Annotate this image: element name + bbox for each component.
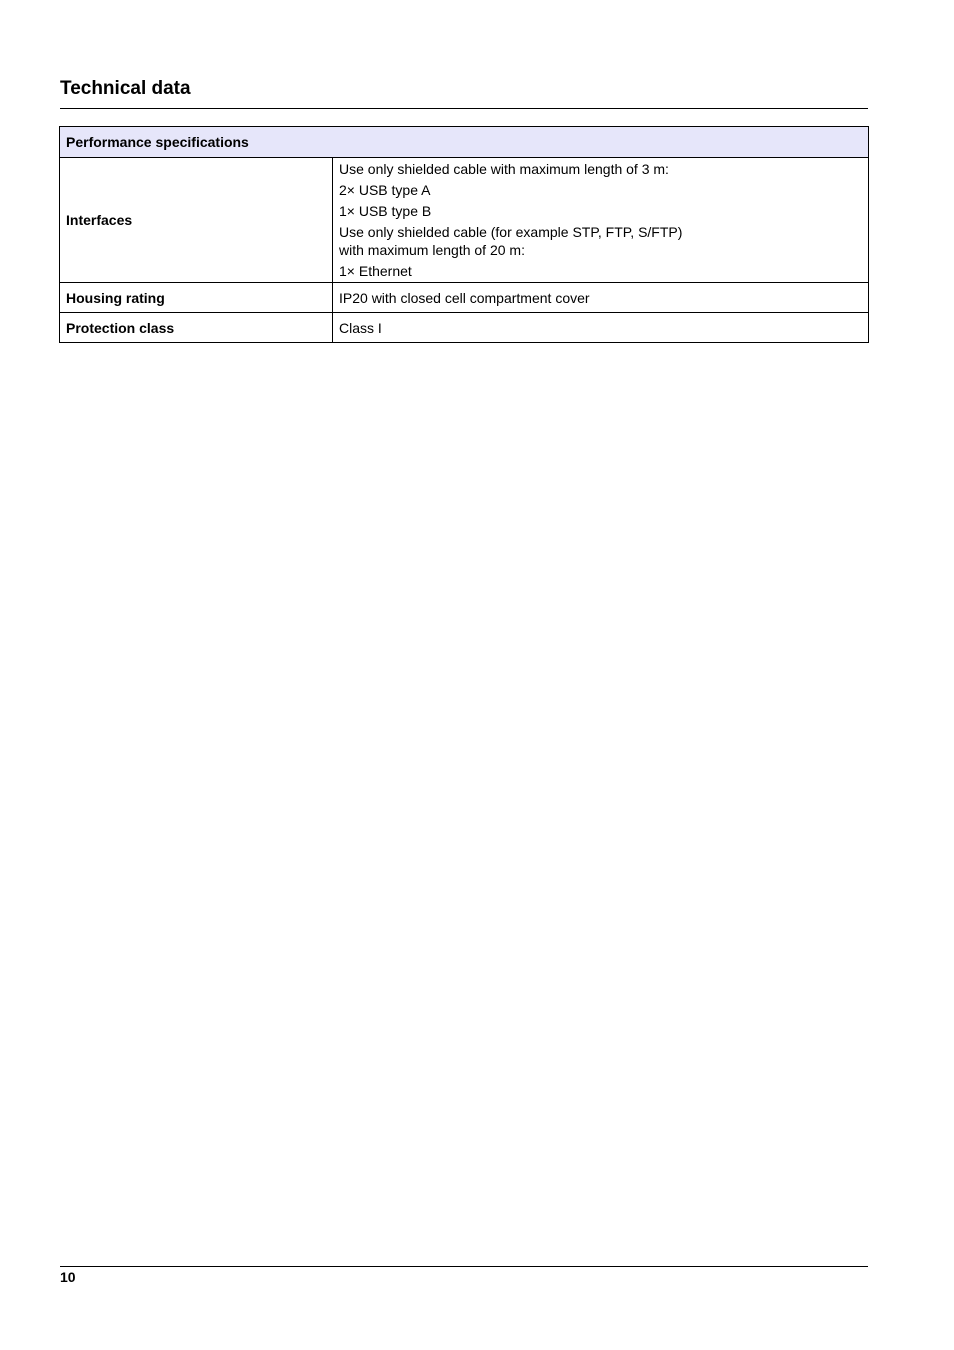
table-row <box>60 313 869 343</box>
performance-spec-table <box>59 126 869 343</box>
table-row <box>60 283 869 313</box>
page-number: 10 <box>60 1269 76 1285</box>
interfaces-line: 1× USB type B <box>339 203 432 219</box>
footer-divider <box>60 1266 868 1267</box>
row-label-interfaces: Interfaces <box>60 158 333 283</box>
table-header: Performance specifications <box>60 127 869 158</box>
row-label-housing-rating: Housing rating <box>60 283 333 313</box>
section-title: Technical data <box>60 78 191 99</box>
row-value-interfaces <box>333 158 869 283</box>
interfaces-line: 1× Ethernet <box>339 263 412 279</box>
title-divider <box>60 108 868 109</box>
row-value-protection-class: Class I <box>333 313 869 343</box>
row-label-protection-class: Protection class <box>60 313 333 343</box>
interfaces-line: 2× USB type A <box>339 182 431 198</box>
table-header-row <box>60 127 869 158</box>
interfaces-line: Use only shielded cable (for example STP, FTP, S/FTP) <box>339 224 683 240</box>
row-value-housing-rating: IP20 with closed cell compartment cover <box>333 283 869 313</box>
table-row <box>60 158 869 283</box>
interfaces-line: with maximum length of 20 m: <box>339 242 525 258</box>
interfaces-line: Use only shielded cable with maximum length of 3 m: <box>339 161 669 177</box>
